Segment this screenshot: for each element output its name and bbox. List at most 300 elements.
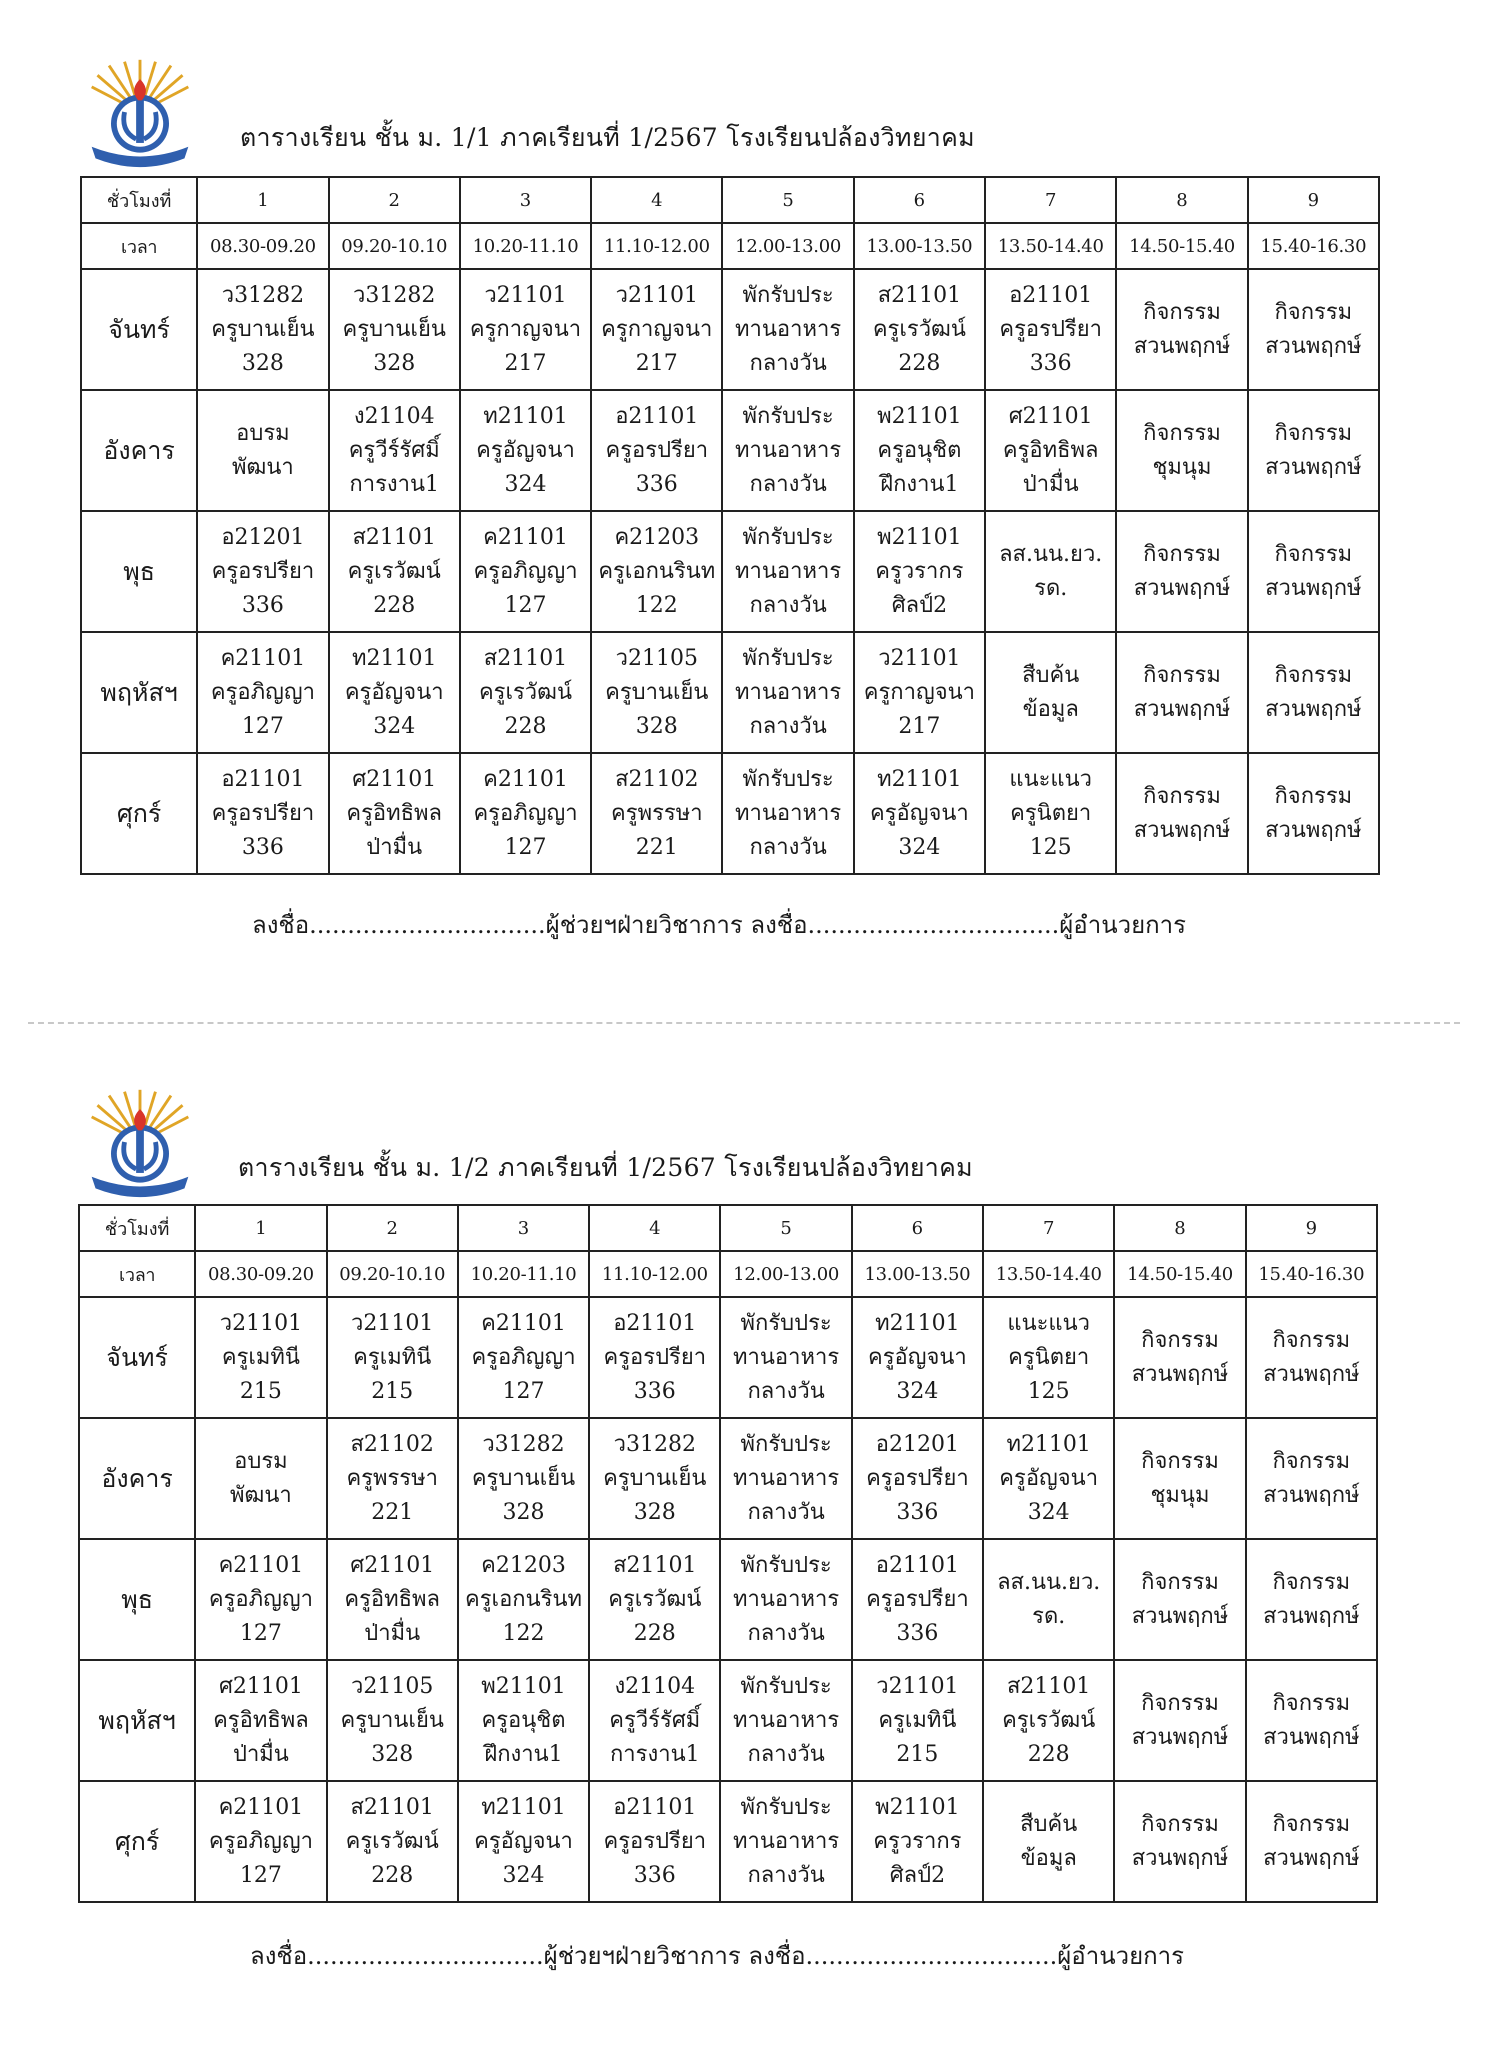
class-cell-line: 127	[504, 834, 547, 860]
time-slot: 10.20-11.10	[458, 1251, 589, 1297]
class-cell-line: ข้อมูล	[1020, 1845, 1077, 1871]
class-cell-line: กิจกรรม	[1143, 783, 1221, 809]
class-cell-line: ศิลป์2	[891, 592, 948, 618]
class-cell-line: ครูเรวัฒน์	[608, 1586, 702, 1612]
period-number: 3	[458, 1205, 589, 1251]
class-cell-line: ครูอรปรียา	[603, 1344, 707, 1370]
class-cell-line: สวนพฤกษ์	[1265, 696, 1362, 722]
class-cell	[720, 1418, 851, 1539]
class-cell	[1116, 632, 1247, 753]
class-cell	[1114, 1781, 1245, 1902]
class-cell-line: 324	[504, 471, 547, 497]
class-cell-line: อ21201	[221, 524, 305, 550]
class-cell	[460, 390, 591, 511]
class-cell-line: สวนพฤกษ์	[1131, 1845, 1229, 1871]
class-cell-line: กิจกรรม	[1141, 1327, 1219, 1353]
class-cell-line: พักรับประ	[740, 1552, 832, 1578]
class-cell-line: 217	[635, 350, 678, 376]
class-cell-line: ทานอาหาร	[733, 1344, 840, 1370]
class-cell-line: 336	[633, 1378, 676, 1404]
time-slot: 08.30-09.20	[195, 1251, 326, 1297]
class-cell	[722, 390, 853, 511]
class-cell-line: ศ21101	[1008, 403, 1093, 429]
class-cell-line: กิจกรรม	[1143, 662, 1221, 688]
class-cell-line: 328	[241, 350, 284, 376]
period-number: 2	[327, 1205, 458, 1251]
period-number: 8	[1114, 1205, 1245, 1251]
class-cell-line: 336	[896, 1499, 939, 1525]
class-cell	[327, 1297, 458, 1418]
class-cell-line: 228	[1027, 1741, 1070, 1767]
class-cell-line: ว31282	[482, 1431, 565, 1457]
class-cell-line: อ21101	[613, 1794, 697, 1820]
class-cell-line: ครูเรวัฒน์	[478, 679, 573, 705]
class-cell-line: ครูอัญจนา	[474, 1828, 573, 1854]
class-cell	[985, 269, 1116, 390]
schedule-title: ตารางเรียน ชั้น ม. 1/2 ภาคเรียนที่ 1/2567 โรงเรียนปล้องวิทยาคม	[238, 1153, 973, 1182]
class-cell-line: ครูนิตยา	[1008, 1344, 1090, 1370]
period-number: 6	[854, 177, 985, 223]
class-cell-line: สวนพฤกษ์	[1263, 1361, 1360, 1387]
period-number: 3	[460, 177, 591, 223]
class-cell-line: ครูอภิญญา	[473, 558, 578, 584]
class-cell-line: ครูอัญจนา	[344, 679, 444, 705]
class-cell-line: 217	[898, 713, 941, 739]
class-cell	[1248, 511, 1379, 632]
day-name: จันทร์	[81, 269, 197, 390]
day-name: ศุกร์	[81, 753, 197, 874]
day-name: อังคาร	[79, 1418, 195, 1539]
time-slot: 11.10-12.00	[591, 223, 722, 269]
class-cell-line: 122	[635, 592, 678, 618]
class-cell-line: สวนพฤกษ์	[1265, 575, 1362, 601]
schedule-table	[80, 176, 1380, 875]
class-cell-line: พักรับประ	[740, 1431, 832, 1457]
class-cell-line: ครูวรากร	[875, 558, 964, 584]
class-cell-line: ครูนิตยา	[1010, 800, 1092, 826]
class-cell-line: ส21101	[350, 1794, 434, 1820]
day-row	[81, 632, 1379, 753]
time-slot: 14.50-15.40	[1114, 1251, 1245, 1297]
day-row	[81, 753, 1379, 874]
class-cell-line: กิจกรรม	[1274, 662, 1353, 688]
class-cell-line: ง21104	[353, 403, 435, 429]
class-cell-line: ทานอาหาร	[733, 1707, 840, 1733]
class-cell	[1246, 1418, 1377, 1539]
class-cell-line: 127	[502, 1378, 545, 1404]
class-cell-line: 217	[504, 350, 547, 376]
class-cell-line: ครูกาญจนา	[863, 679, 976, 705]
class-cell-line: 127	[241, 713, 284, 739]
class-cell-line: 336	[241, 834, 284, 860]
class-cell-line: 215	[896, 1741, 939, 1767]
class-cell-line: ป่ามื่น	[364, 1620, 421, 1646]
class-cell-line: 215	[239, 1378, 282, 1404]
class-cell-line: กิจกรรม	[1272, 1811, 1351, 1837]
period-number: 2	[329, 177, 460, 223]
class-cell-line: สวนพฤกษ์	[1263, 1845, 1360, 1871]
class-cell-line: ศิลป์2	[889, 1862, 946, 1888]
class-cell-line: ว21101	[219, 1310, 303, 1336]
class-cell-line: กลางวัน	[749, 834, 827, 860]
class-cell-line: 328	[635, 713, 678, 739]
class-cell	[460, 269, 591, 390]
class-cell-line: สวนพฤกษ์	[1133, 575, 1231, 601]
class-cell-line: กลางวัน	[747, 1741, 825, 1767]
day-name: พฤหัสฯ	[79, 1660, 195, 1781]
class-cell-line: ครูวีร์รัศมิ์	[348, 437, 440, 463]
day-row	[79, 1660, 1377, 1781]
class-cell	[591, 269, 722, 390]
class-cell-line: ครูอิทธิพล	[1002, 437, 1099, 463]
class-cell	[458, 1539, 589, 1660]
class-cell	[985, 632, 1116, 753]
class-cell-line: ครูอภิญญา	[473, 800, 578, 826]
class-cell-line: กิจกรรม	[1141, 1811, 1219, 1837]
class-cell-line: ครูอิทธิพล	[344, 1586, 441, 1612]
class-cell-line: 122	[502, 1620, 545, 1646]
class-cell-line: 328	[371, 1741, 414, 1767]
class-cell	[983, 1660, 1114, 1781]
class-cell-line: 228	[898, 350, 941, 376]
class-cell	[195, 1297, 326, 1418]
class-cell-line: ส21101	[877, 282, 962, 308]
class-cell-line: อ21101	[221, 766, 305, 792]
class-cell-line: 336	[633, 1862, 676, 1888]
class-cell-line: กลางวัน	[747, 1378, 825, 1404]
class-cell-line: ครูอนุชิต	[481, 1707, 566, 1733]
class-cell-line: ครูวีร์รัศมิ์	[609, 1707, 701, 1733]
class-cell-line: ทานอาหาร	[733, 1586, 840, 1612]
period-number: 1	[195, 1205, 326, 1251]
class-cell-line: ครูเรวัฒน์	[345, 1828, 439, 1854]
class-cell-line: ครูอรปรียา	[211, 558, 315, 584]
class-cell-line: ว31282	[613, 1431, 696, 1457]
class-cell-line: กิจกรรม	[1141, 1569, 1219, 1595]
class-cell-line: ค21101	[483, 524, 568, 550]
time-row	[81, 223, 1379, 269]
class-cell-line: ว21101	[615, 282, 698, 308]
class-cell	[1246, 1539, 1377, 1660]
class-cell-line: ว31282	[221, 282, 305, 308]
class-cell-line: ส21101	[352, 524, 436, 550]
class-cell-line: สวนพฤกษ์	[1265, 333, 1362, 359]
class-cell	[983, 1539, 1114, 1660]
class-cell-line: 324	[373, 713, 416, 739]
class-cell	[591, 753, 722, 874]
class-cell	[589, 1418, 720, 1539]
class-cell-line: 125	[1029, 834, 1072, 860]
class-cell-line: ทานอาหาร	[735, 316, 842, 342]
period-number: 9	[1248, 177, 1379, 223]
class-cell-line: ครูอิทธิพล	[213, 1707, 309, 1733]
class-cell-line: กิจกรรม	[1274, 299, 1353, 325]
class-cell-line: กิจกรรม	[1272, 1327, 1351, 1353]
class-cell	[722, 753, 853, 874]
class-cell	[329, 269, 460, 390]
class-cell	[197, 269, 328, 390]
class-cell	[591, 390, 722, 511]
day-row	[81, 269, 1379, 390]
class-cell	[720, 1660, 851, 1781]
class-cell-line: กลางวัน	[749, 592, 827, 618]
class-cell-line: สวนพฤกษ์	[1133, 333, 1231, 359]
class-cell-line: ครูอรปรียา	[603, 1828, 707, 1854]
class-cell-line: 221	[371, 1499, 414, 1525]
class-cell-line: 324	[502, 1862, 545, 1888]
class-cell-line: ครูอัญจนา	[870, 800, 969, 826]
class-cell-line: กิจกรรม	[1272, 1569, 1351, 1595]
class-cell-line: ว21101	[876, 1673, 959, 1699]
class-cell	[1248, 753, 1379, 874]
period-header-label: ชั่วโมงที่	[79, 1205, 195, 1251]
time-header-label: เวลา	[79, 1251, 195, 1297]
time-slot: 08.30-09.20	[197, 223, 328, 269]
class-cell-line: พ21101	[875, 1794, 960, 1820]
class-cell-line: ค21203	[614, 524, 700, 550]
class-cell-line: ค21101	[218, 1794, 304, 1820]
class-cell-line: ชุมนุม	[1152, 454, 1212, 480]
class-cell	[1248, 390, 1379, 511]
class-cell	[983, 1781, 1114, 1902]
class-cell	[983, 1418, 1114, 1539]
class-cell	[460, 511, 591, 632]
class-cell-line: สวนพฤกษ์	[1265, 454, 1362, 480]
class-cell	[197, 511, 328, 632]
class-cell-line: สวนพฤกษ์	[1131, 1603, 1229, 1629]
class-cell-line: ครูอรปรียา	[866, 1586, 969, 1612]
class-cell-line: ครูอิทธิพล	[346, 800, 443, 826]
class-cell-line: กิจกรรม	[1272, 1448, 1351, 1474]
class-cell-line: 127	[504, 592, 547, 618]
period-header-row	[81, 177, 1379, 223]
class-cell-line: อ21101	[875, 1552, 959, 1578]
class-cell	[195, 1418, 326, 1539]
class-cell	[1246, 1297, 1377, 1418]
class-cell-line: ส21102	[615, 766, 699, 792]
class-cell-line: กิจกรรม	[1141, 1690, 1219, 1716]
class-cell-line: ครูอภิญญา	[208, 1828, 313, 1854]
class-cell	[854, 753, 985, 874]
class-cell-line: ครูอภิญญา	[210, 679, 315, 705]
class-cell-line: กลางวัน	[747, 1499, 825, 1525]
time-slot: 13.00-13.50	[854, 223, 985, 269]
class-cell-line: สวนพฤกษ์	[1265, 817, 1362, 843]
class-cell-line: 221	[635, 834, 678, 860]
class-cell-line: กลางวัน	[747, 1862, 825, 1888]
class-cell	[720, 1297, 851, 1418]
period-number: 5	[720, 1205, 851, 1251]
class-cell-line: ครูบานเย็น	[342, 316, 446, 342]
class-cell-line: แนะแนว	[1009, 766, 1092, 792]
class-cell	[197, 390, 328, 511]
class-cell	[591, 511, 722, 632]
class-cell-line: ทานอาหาร	[735, 800, 842, 826]
period-number: 7	[983, 1205, 1114, 1251]
class-cell-line: ท21101	[481, 1794, 566, 1820]
class-cell-line: ท21101	[877, 766, 962, 792]
class-cell-line: พักรับประ	[742, 524, 834, 550]
class-cell	[458, 1418, 589, 1539]
class-cell-line: ค21203	[481, 1552, 566, 1578]
class-cell-line: สวนพฤกษ์	[1131, 1361, 1229, 1387]
time-row	[79, 1251, 1377, 1297]
class-cell-line: กิจกรรม	[1141, 1448, 1219, 1474]
class-cell	[589, 1781, 720, 1902]
class-cell-line: ครูบานเย็น	[603, 1465, 707, 1491]
time-slot: 13.50-14.40	[985, 223, 1116, 269]
time-slot: 11.10-12.00	[589, 1251, 720, 1297]
class-cell-line: ส21101	[613, 1552, 697, 1578]
class-cell-line: พัฒนา	[230, 1482, 292, 1508]
class-cell-line: ศ21101	[218, 1673, 303, 1699]
class-cell-line: 228	[371, 1862, 414, 1888]
class-cell-line: 228	[504, 713, 547, 739]
class-cell	[1246, 1660, 1377, 1781]
period-number: 1	[197, 177, 328, 223]
class-cell	[329, 511, 460, 632]
class-cell-line: 228	[373, 592, 416, 618]
class-cell-line: รด.	[1034, 575, 1068, 601]
schedule-title: ตารางเรียน ชั้น ม. 1/1 ภาคเรียนที่ 1/2567 โรงเรียนปล้องวิทยาคม	[240, 123, 975, 152]
class-cell	[854, 269, 985, 390]
class-cell-line: ส21101	[483, 645, 568, 671]
class-cell	[852, 1297, 983, 1418]
class-cell-line: ศ21101	[352, 766, 437, 792]
class-cell	[1114, 1660, 1245, 1781]
class-cell-line: การงาน1	[609, 1741, 700, 1767]
class-cell-line: กิจกรรม	[1143, 299, 1221, 325]
time-slot: 12.00-13.00	[720, 1251, 851, 1297]
time-slot: 14.50-15.40	[1116, 223, 1247, 269]
class-cell-line: สวนพฤกษ์	[1133, 696, 1231, 722]
class-cell	[722, 269, 853, 390]
class-cell-line: ครูอรปรียา	[211, 800, 315, 826]
class-cell-line: ครูอภิญญา	[208, 1586, 313, 1612]
class-cell	[852, 1539, 983, 1660]
class-cell-line: ท21101	[351, 645, 437, 671]
class-cell	[329, 390, 460, 511]
class-cell-line: ป่ามื่น	[232, 1741, 289, 1767]
class-cell-line: 336	[635, 471, 678, 497]
class-cell	[589, 1539, 720, 1660]
class-cell-line: ฝึกงาน1	[484, 1741, 563, 1767]
class-cell-line: อบรม	[234, 1448, 288, 1474]
period-number: 6	[852, 1205, 983, 1251]
class-cell-line: กลางวัน	[749, 350, 827, 376]
class-cell-line: ค21101	[220, 645, 306, 671]
class-cell	[854, 632, 985, 753]
class-cell	[722, 511, 853, 632]
class-cell-line: พ21101	[481, 1673, 566, 1699]
class-cell-line: ลส.นน.ยว.	[999, 541, 1103, 567]
class-cell	[1116, 511, 1247, 632]
time-slot: 13.50-14.40	[983, 1251, 1114, 1297]
class-cell	[852, 1781, 983, 1902]
class-cell-line: ชุมนุม	[1150, 1482, 1210, 1508]
time-slot: 15.40-16.30	[1248, 223, 1379, 269]
period-number: 8	[1116, 177, 1247, 223]
class-cell-line: สวนพฤกษ์	[1133, 817, 1231, 843]
class-cell-line: ทานอาหาร	[733, 1828, 840, 1854]
class-cell-line: ครูอนุชิต	[877, 437, 962, 463]
class-cell-line: ส21101	[1006, 1673, 1091, 1699]
class-cell-line: ท21101	[1006, 1431, 1091, 1457]
class-cell-line: พ21101	[877, 403, 962, 429]
time-slot: 09.20-10.10	[329, 223, 460, 269]
period-number: 4	[591, 177, 722, 223]
class-cell-line: กิจกรรม	[1272, 1690, 1351, 1716]
class-cell-line: การงาน1	[349, 471, 440, 497]
class-cell-line: สวนพฤกษ์	[1263, 1724, 1360, 1750]
class-cell	[985, 753, 1116, 874]
class-cell-line: พัฒนา	[232, 454, 294, 480]
day-name: พฤหัสฯ	[81, 632, 197, 753]
class-cell-line: ครูเมทินี	[221, 1344, 300, 1370]
signature-line: ลงชื่อ...............................ผู้ช่วยฯฝ่ายวิชาการ ลงชื่อ.................................ผู้อำนวยการ	[250, 1942, 1185, 1970]
class-cell-line: ครูกาญจนา	[469, 316, 582, 342]
time-header-label: เวลา	[81, 223, 197, 269]
class-cell-line: ว21105	[351, 1673, 434, 1699]
class-cell	[852, 1418, 983, 1539]
class-cell-line: ศ21101	[350, 1552, 435, 1578]
day-name: พุธ	[81, 511, 197, 632]
class-cell	[327, 1539, 458, 1660]
class-cell-line: 336	[241, 592, 284, 618]
day-row	[81, 390, 1379, 511]
class-cell	[1116, 269, 1247, 390]
class-cell-line: 328	[633, 1499, 676, 1525]
class-cell-line: 328	[373, 350, 416, 376]
time-slot: 13.00-13.50	[852, 1251, 983, 1297]
class-cell	[458, 1297, 589, 1418]
class-cell	[195, 1660, 326, 1781]
day-row	[79, 1539, 1377, 1660]
class-cell-line: ครูเอกนรินท	[598, 558, 716, 584]
day-name: ศุกร์	[79, 1781, 195, 1902]
class-cell-line: สวนพฤกษ์	[1131, 1724, 1229, 1750]
class-cell-line: ครูเรวัฒน์	[872, 316, 966, 342]
period-number: 5	[722, 177, 853, 223]
class-cell-line: ทานอาหาร	[735, 679, 842, 705]
signature-line: ลงชื่อ...............................ผู้ช่วยฯฝ่ายวิชาการ ลงชื่อ.................................ผู้อำนวยการ	[252, 911, 1187, 939]
class-cell-line: ครูบานเย็น	[605, 679, 709, 705]
class-cell	[1248, 632, 1379, 753]
class-cell-line: กิจกรรม	[1143, 420, 1221, 446]
class-cell	[1116, 390, 1247, 511]
class-cell-line: อ21101	[1009, 282, 1093, 308]
class-cell-line: ท21101	[483, 403, 568, 429]
period-number: 4	[589, 1205, 720, 1251]
class-cell-line: สืบค้น	[1022, 662, 1080, 688]
class-cell	[195, 1539, 326, 1660]
class-cell	[329, 632, 460, 753]
class-cell-line: กลางวัน	[749, 713, 827, 739]
class-cell-line: 228	[633, 1620, 676, 1646]
class-cell-line: พักรับประ	[742, 282, 834, 308]
class-cell-line: พักรับประ	[740, 1310, 832, 1336]
class-cell	[327, 1781, 458, 1902]
day-row	[79, 1297, 1377, 1418]
day-name: จันทร์	[79, 1297, 195, 1418]
class-cell-line: 336	[896, 1620, 939, 1646]
class-cell	[589, 1660, 720, 1781]
class-cell-line: ครูเรวัฒน์	[347, 558, 441, 584]
class-cell-line: ทานอาหาร	[733, 1465, 840, 1491]
class-cell-line: พักรับประ	[742, 403, 834, 429]
class-cell-line: ครูพรรษา	[611, 800, 703, 826]
class-cell-line: 324	[896, 1378, 939, 1404]
